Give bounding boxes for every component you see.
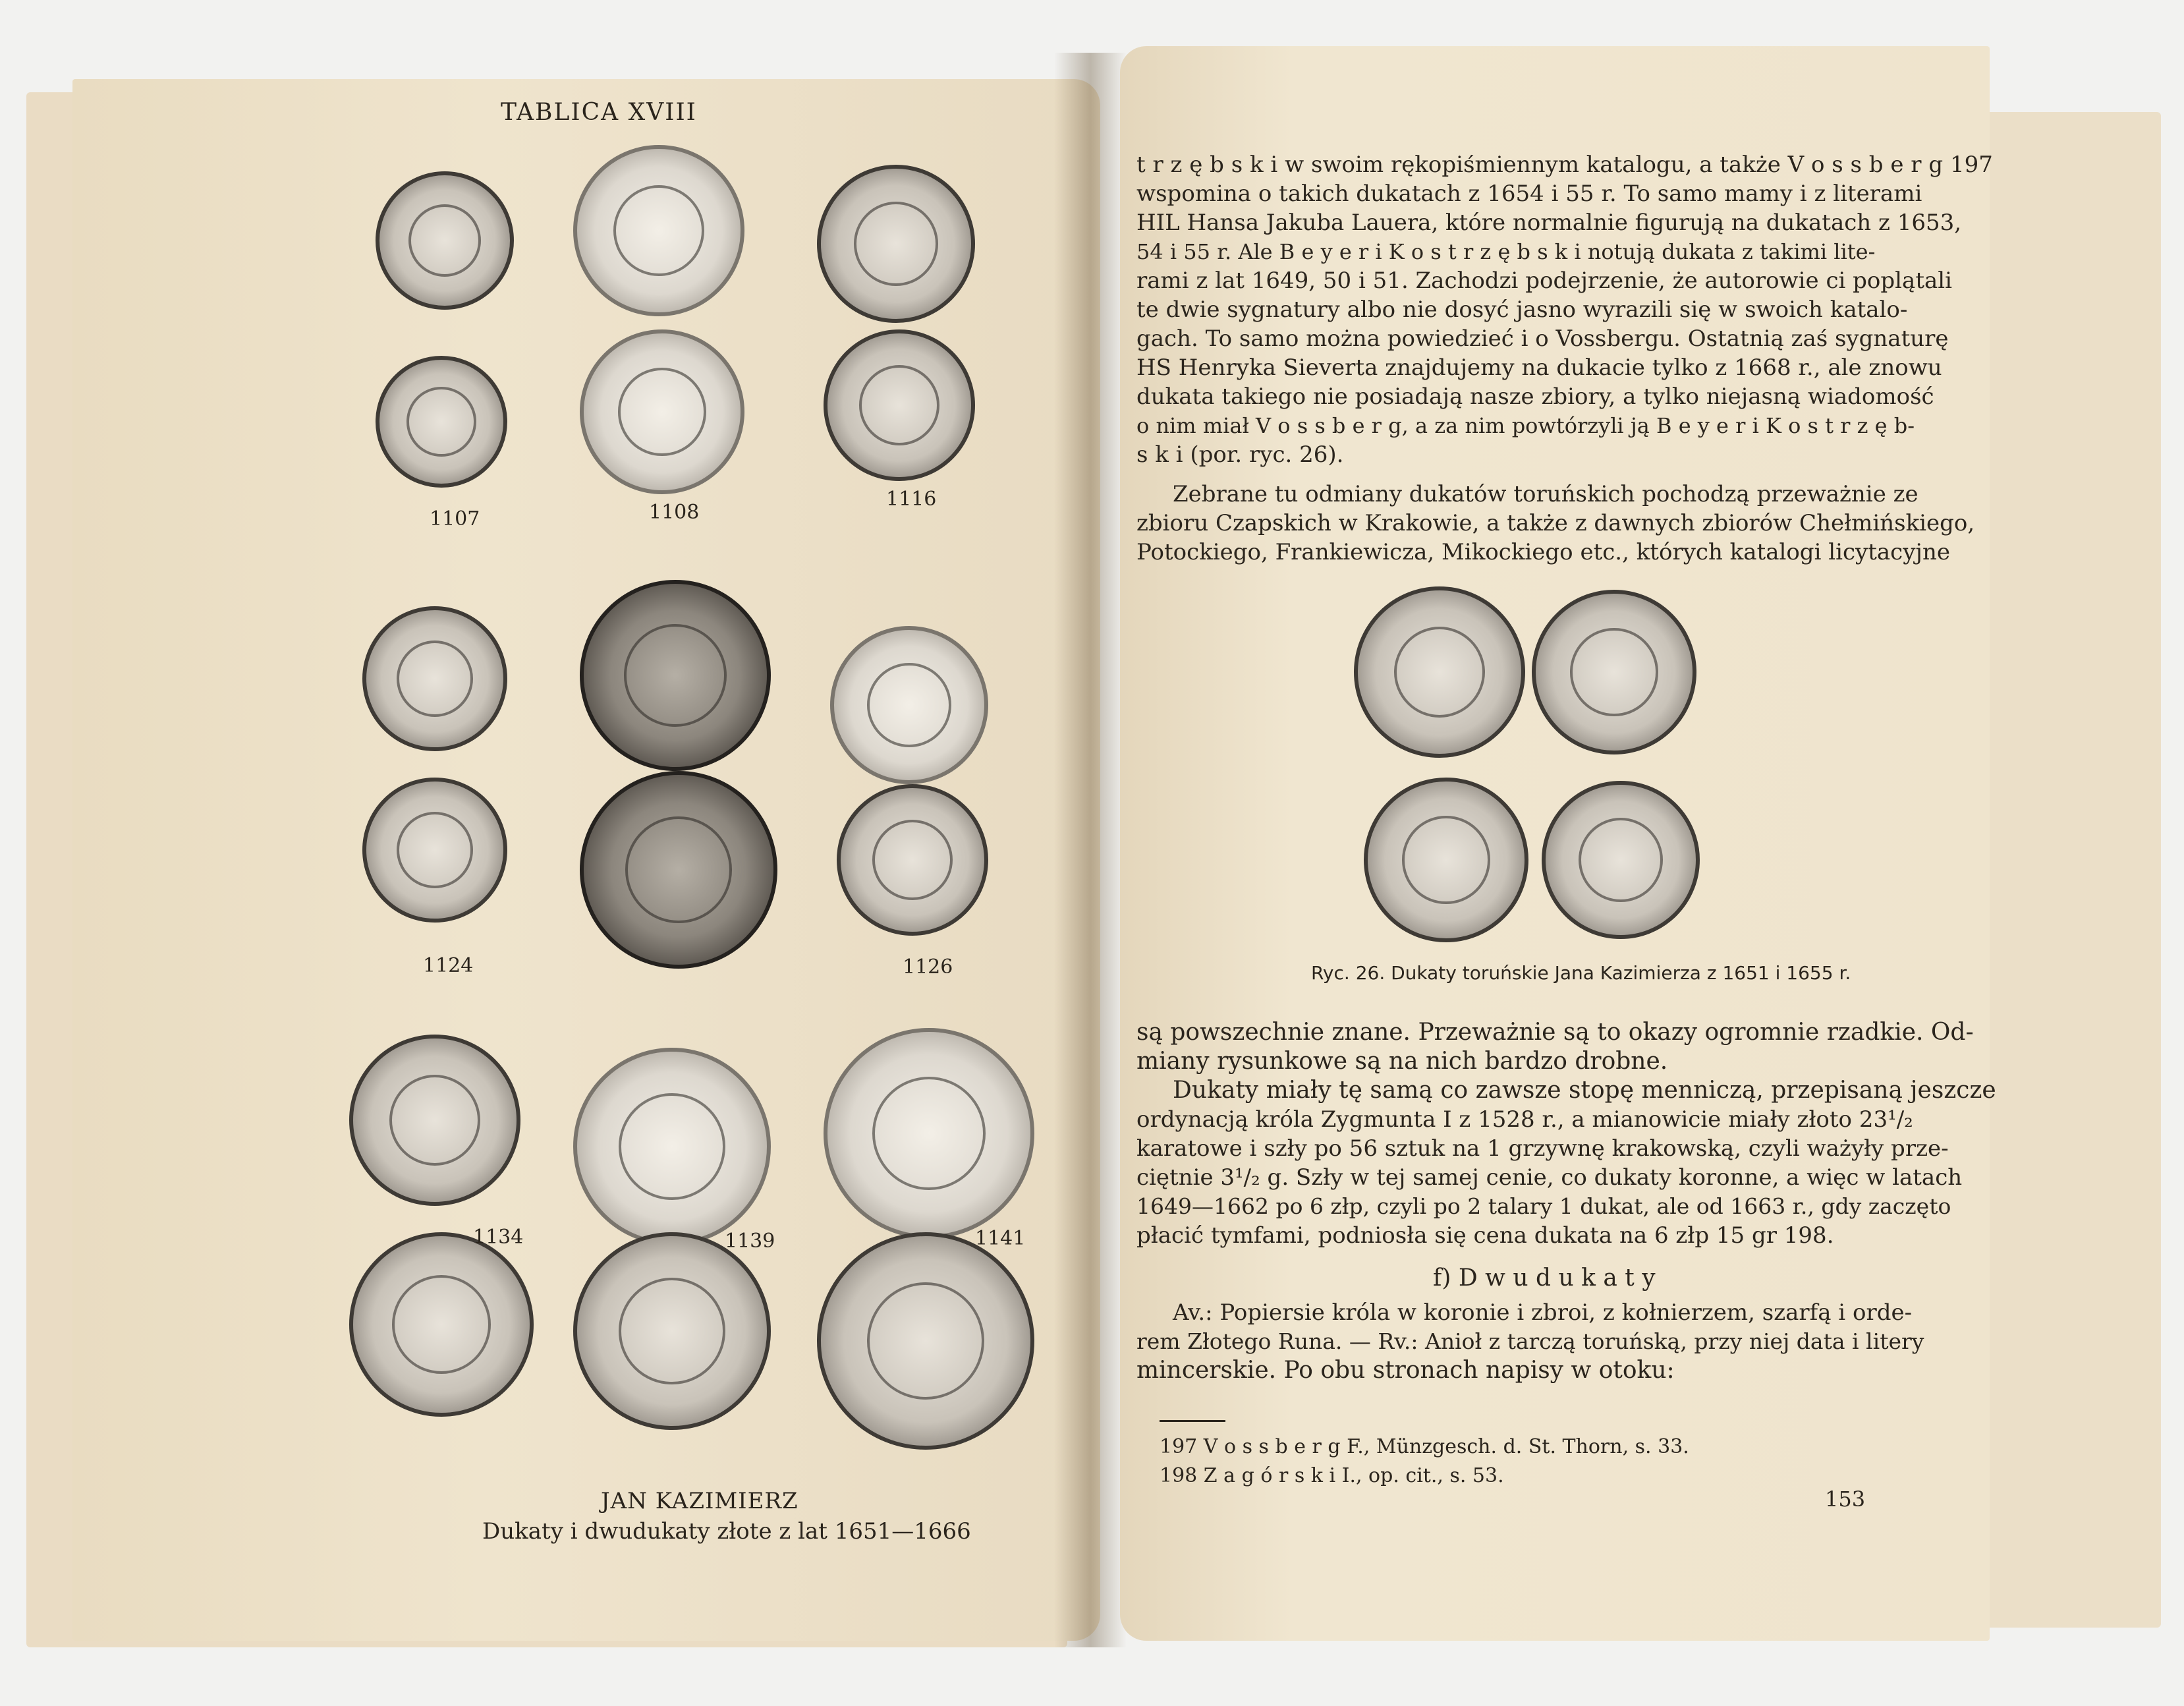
figure-coin-1655-obverse [1364,778,1528,942]
coin-1141-obverse [824,1028,1034,1239]
coin-1141-reverse [817,1232,1034,1450]
text-line: Zebrane tu odmiany dukatów toruńskich pochodzą przeważnie ze [1173,481,1918,507]
text-line: Potockiego, Frankiewicza, Mikockiego etc., których katalogi licytacyjne [1136,539,1950,565]
text-line: te dwie sygnatury albo nie dosyć jasno wyrazili się w swoich katalo- [1136,297,1908,323]
text-line: s k i (por. ryc. 26). [1136,441,1344,468]
plate-caption-title: JAN KAZIMIERZ [601,1488,798,1514]
text-line: rami z lat 1649, 50 i 51. Zachodzi podejrzenie, że autorowie ci poplątali [1136,268,1952,294]
page-number: 153 [1825,1487,1866,1512]
coin-1139-obverse [573,1048,771,1245]
coin-1107-obverse [376,171,514,310]
figure-coin-1651-reverse [1532,590,1696,754]
book-gutter [1054,53,1127,1647]
text-line: mincerskie. Po obu stronach napisy w otoku: [1136,1357,1675,1384]
coin-1126-obverse [830,626,988,784]
coin-number-1134: 1134 [473,1226,524,1249]
coin-number-1108: 1108 [649,501,700,524]
text-line: HS Henryka Sieverta znajdujemy na dukacie tylko z 1668 r., ale znowu [1136,355,1942,381]
text-line: o nim miał V o s s b e r g, a za nim powtórzyli ją B e y e r i K o s t r z ę b- [1136,413,1915,438]
text-line: ciętnie 3¹/₂ g. Szły w tej samej cenie, co dukaty koronne, a więc w latach [1136,1164,1963,1191]
coin-number-1124: 1124 [423,954,474,977]
text-line: HIL Hansa Jakuba Lauera, które normalnie figurują na dukatach z 1653, [1136,210,1962,236]
coin-1124-obverse [362,606,507,751]
text-line: ordynacją króla Zygmunta I z 1528 r., a mianowicie miały złoto 23¹/₂ [1136,1106,1913,1133]
text-line: Dukaty miały tę samą co zawsze stopę menniczą, przepisaną jeszcze [1173,1077,1996,1104]
plate-caption-subtitle: Dukaty i dwudukaty złote z lat 1651—1666 [482,1518,971,1545]
text-line: dukata takiego nie posiadają nasze zbiory, a tylko niejasną wiadomość [1136,384,1934,410]
text-line: t r z ę b s k i w swoim rękopiśmiennym katalogu, a także V o s s b e r g 197 [1136,152,1993,178]
coin-1134-obverse [349,1035,520,1206]
text-line: karatowe i szły po 56 sztuk na 1 grzywnę krakowską, czyli ważyły prze- [1136,1135,1949,1162]
coin-number-1141: 1141 [975,1227,1026,1250]
coin-middle-row2-obverse [580,580,771,771]
figure-coin-1651-obverse [1354,586,1525,758]
coin-1116-reverse [824,329,975,481]
text-line: zbioru Czapskich w Krakowie, a także z dawnych zbiorów Chełmińskiego, [1136,510,1975,536]
coin-1139-reverse [573,1232,771,1430]
text-line: gach. To samo można powiedzieć i o Vossbergu. Ostatnią zaś sygnaturę [1136,326,1949,352]
text-line: wspomina o takich dukatach z 1654 i 55 r. To samo mamy i z literami [1136,181,1922,207]
text-line: 1649—1662 po 6 złp, czyli po 2 talary 1 dukat, ale od 1663 r., gdy zaczęto [1136,1193,1951,1219]
coin-1134-reverse [349,1232,534,1417]
footnote: 197 V o s s b e r g F., Münzgesch. d. St. Thorn, s. 33. [1160,1435,1689,1458]
text-line: miany rysunkowe są na nich bardzo drobne. [1136,1048,1668,1075]
footnote-divider [1160,1420,1225,1422]
coin-number-1126: 1126 [903,955,953,979]
coin-number-1107: 1107 [430,507,480,530]
text-line: rem Złotego Runa. — Rv.: Anioł z tarczą toruńską, przy niej data i litery [1136,1328,1924,1354]
text-line: płacić tymfami, podniosła się cena dukata na 6 złp 15 gr 198. [1136,1222,1834,1249]
coin-1108-obverse [573,145,744,316]
footnote: 198 Z a g ó r s k i I., op. cit., s. 53. [1160,1464,1504,1487]
plate-header: TABLICA XVIII [501,99,697,126]
text-line: 54 i 55 r. Ale B e y e r i K o s t r z ę b s k i notują dukata z takimi lite- [1136,239,1876,264]
coin-1126-reverse [837,784,988,936]
coin-1116-obverse [817,165,975,323]
figure-coin-1655-reverse [1542,781,1700,939]
figure-caption: Ryc. 26. Dukaty toruńskie Jana Kazimierza z 1651 i 1655 r. [1311,962,1851,984]
section-heading: f) D w u d u k a t y [1433,1265,1656,1292]
text-line: są powszechnie znane. Przeważnie są to okazy ogromnie rzadkie. Od- [1136,1019,1974,1046]
coin-middle-row2-reverse [580,771,777,969]
coin-number-1139: 1139 [725,1230,775,1253]
coin-1108-reverse [580,329,744,494]
coin-1124-reverse [362,778,507,923]
text-line: Av.: Popiersie króla w koronie i zbroi, z kołnierzem, szarfą i orde- [1173,1299,1913,1326]
coin-1107-reverse [376,356,507,488]
coin-number-1116: 1116 [886,488,937,511]
